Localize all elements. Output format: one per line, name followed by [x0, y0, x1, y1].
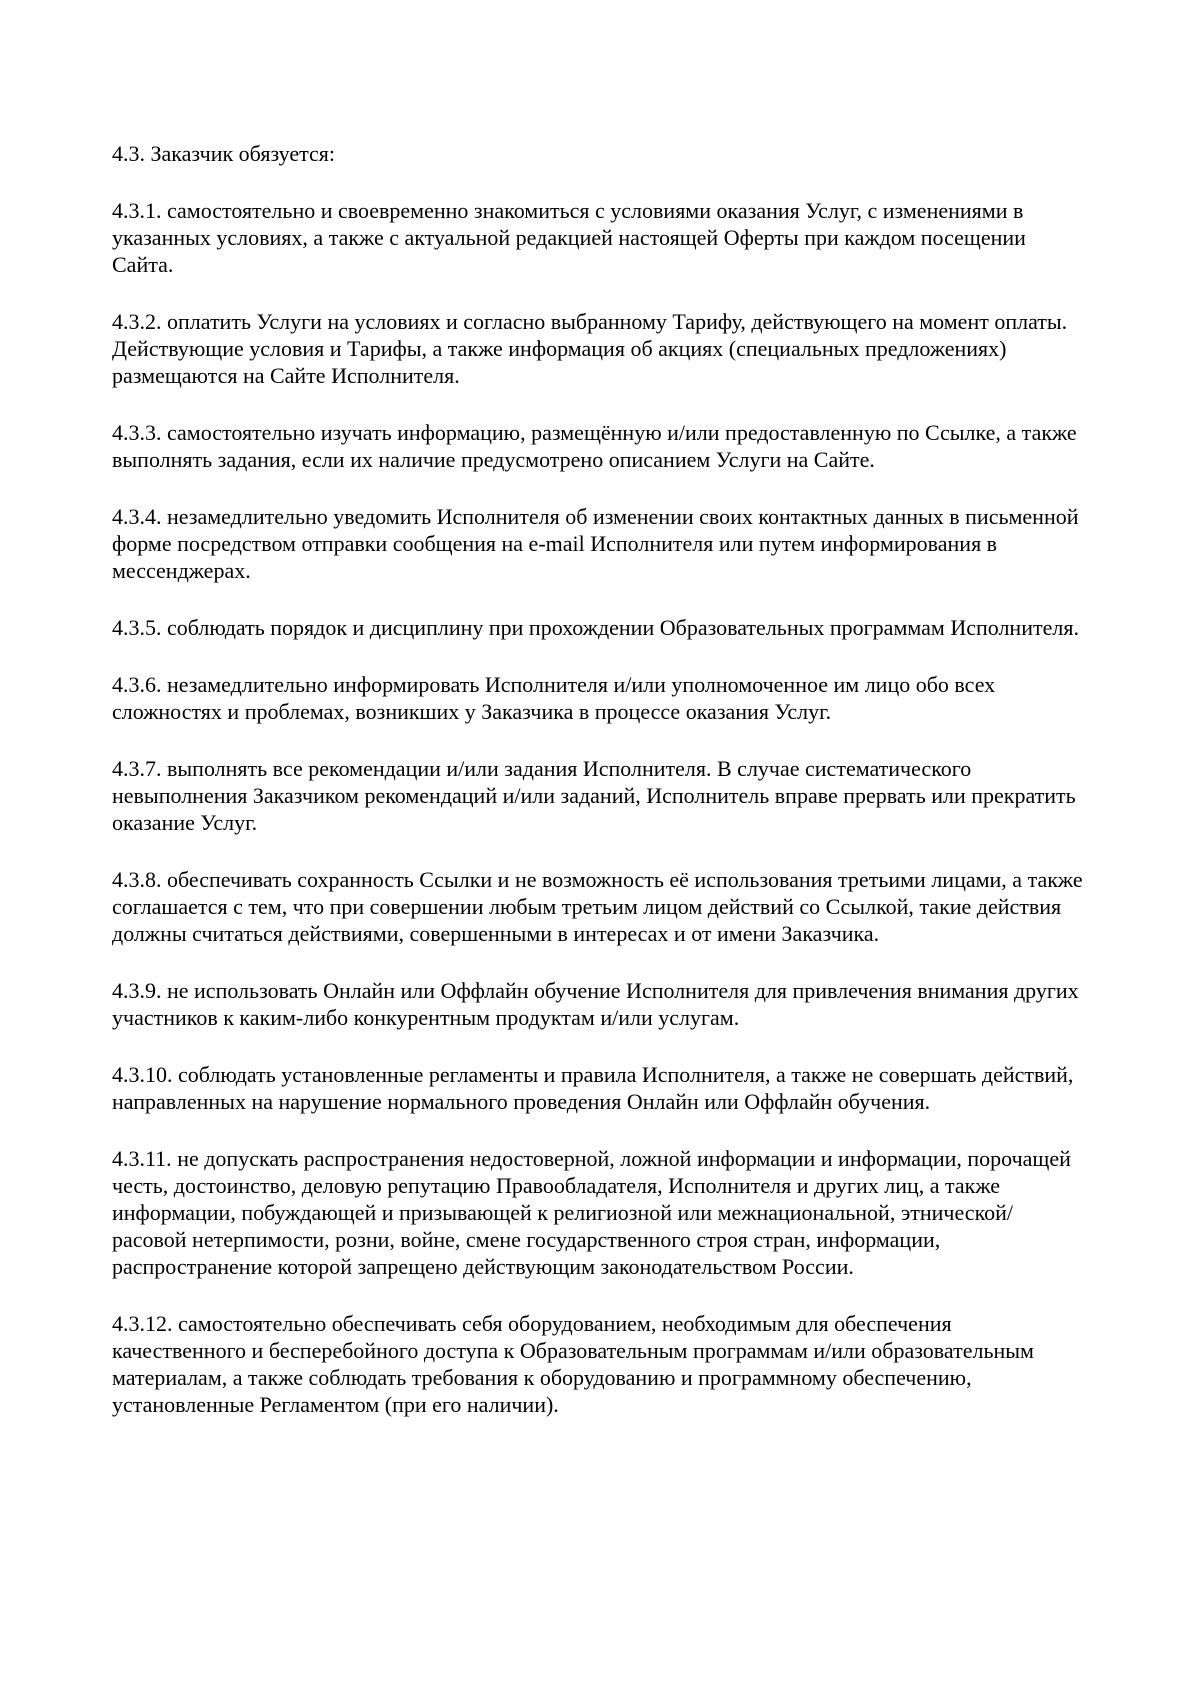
clause-text: выполнять все рекомендации и/или задания Исполнителя. В случае систематического невыполнения Заказчиком рекомендаций и/или заданий, Исполнитель вправе прервать или прекратить оказание Услуг. — [112, 756, 1076, 835]
clause-number: 4.3.4. — [112, 504, 162, 529]
clause-4-3-11 — [112, 1145, 1087, 1280]
clause-text: незамедлительно уведомить Исполнителя об изменении своих контактных данных в письменной форме посредством отправки сообщения на e-mail Исполнителя или путем информирования в мессенджерах. — [112, 504, 1079, 583]
clause-text: обеспечивать сохранность Ссылки и не возможность её использования третьими лицами, а также соглашается с тем, что при совершении любым третьим лицом действий со Ссылкой, такие действия должны считаться действиями, совершенными в интересах и от имени Заказчика. — [112, 867, 1083, 946]
clause-4-3-7 — [112, 755, 1087, 836]
clause-text: соблюдать установленные регламенты и правила Исполнителя, а также не совершать действий, направленных на нарушение нормального проведения Онлайн или Оффлайн обучения. — [112, 1062, 1074, 1114]
section-title: Заказчик обязуется: — [150, 141, 336, 166]
clause-text: самостоятельно и своевременно знакомиться с условиями оказания Услуг, с изменениями в указанных условиях, а также с актуальной редакцией настоящей Оферты при каждом посещении Сайта. — [112, 198, 1026, 277]
clause-4-3-10 — [112, 1061, 1087, 1115]
clause-4-3-8 — [112, 866, 1087, 947]
clause-4-3-12 — [112, 1310, 1087, 1418]
clause-number: 4.3.1. — [112, 198, 162, 223]
clause-4-3-3 — [112, 419, 1087, 473]
clause-number: 4.3.5. — [112, 615, 162, 640]
clause-4-3-2 — [112, 308, 1087, 389]
clause-4-3-4 — [112, 503, 1087, 584]
clause-number: 4.3.3. — [112, 420, 162, 445]
clause-text: не допускать распространения недостоверной, ложной информации и информации, порочащей честь, достоинство, деловую репутацию Правообладателя, Исполнителя и других лиц, а также информации, побуждающей и призывающей к религиозной или межнациональной, этнической/расовой нетерпимости, розни, войне, смене государственного строя стран, информации, распространение которой запрещено действующим законодательством России. — [112, 1146, 1071, 1279]
section-heading — [112, 140, 1087, 167]
clause-text: незамедлительно информировать Исполнителя и/или уполномоченное им лицо обо всех сложностях и проблемах, возникших у Заказчика в процессе оказания Услуг. — [112, 672, 996, 724]
section-number: 4.3. — [112, 141, 145, 166]
clause-4-3-9 — [112, 977, 1087, 1031]
clause-text: соблюдать порядок и дисциплину при прохождении Образовательных программам Исполнителя. — [167, 615, 1079, 640]
clause-4-3-5 — [112, 614, 1087, 641]
clause-number: 4.3.11. — [112, 1146, 172, 1171]
clause-number: 4.3.6. — [112, 672, 162, 697]
clause-number: 4.3.10. — [112, 1062, 173, 1087]
clause-text: самостоятельно обеспечивать себя оборудованием, необходимым для обеспечения качественного и бесперебойного доступа к Образовательным программам и/или образовательным материалам, а также соблюдать требования к оборудованию и программному обеспечению, установленные Регламентом (при его наличии). — [112, 1311, 1034, 1417]
clause-number: 4.3.2. — [112, 309, 162, 334]
clause-4-3-6 — [112, 671, 1087, 725]
clause-number: 4.3.9. — [112, 978, 162, 1003]
clause-text: не использовать Онлайн или Оффлайн обучение Исполнителя для привлечения внимания других участников к каким-либо конкурентным продуктам и/или услугам. — [112, 978, 1079, 1030]
clause-number: 4.3.8. — [112, 867, 162, 892]
clause-number: 4.3.12. — [112, 1311, 173, 1336]
clause-text: самостоятельно изучать информацию, размещённую и/или предоставленную по Ссылке, а также выполнять задания, если их наличие предусмотрено описанием Услуги на Сайте. — [112, 420, 1077, 472]
clause-text: оплатить Услуги на условиях и согласно выбранному Тарифу, действующего на момент оплаты. Действующие условия и Тарифы, а также информация об акциях (специальных предложениях) размещаются на Сайте Исполнителя. — [112, 309, 1068, 388]
clause-number: 4.3.7. — [112, 756, 162, 781]
clause-4-3-1 — [112, 197, 1087, 278]
